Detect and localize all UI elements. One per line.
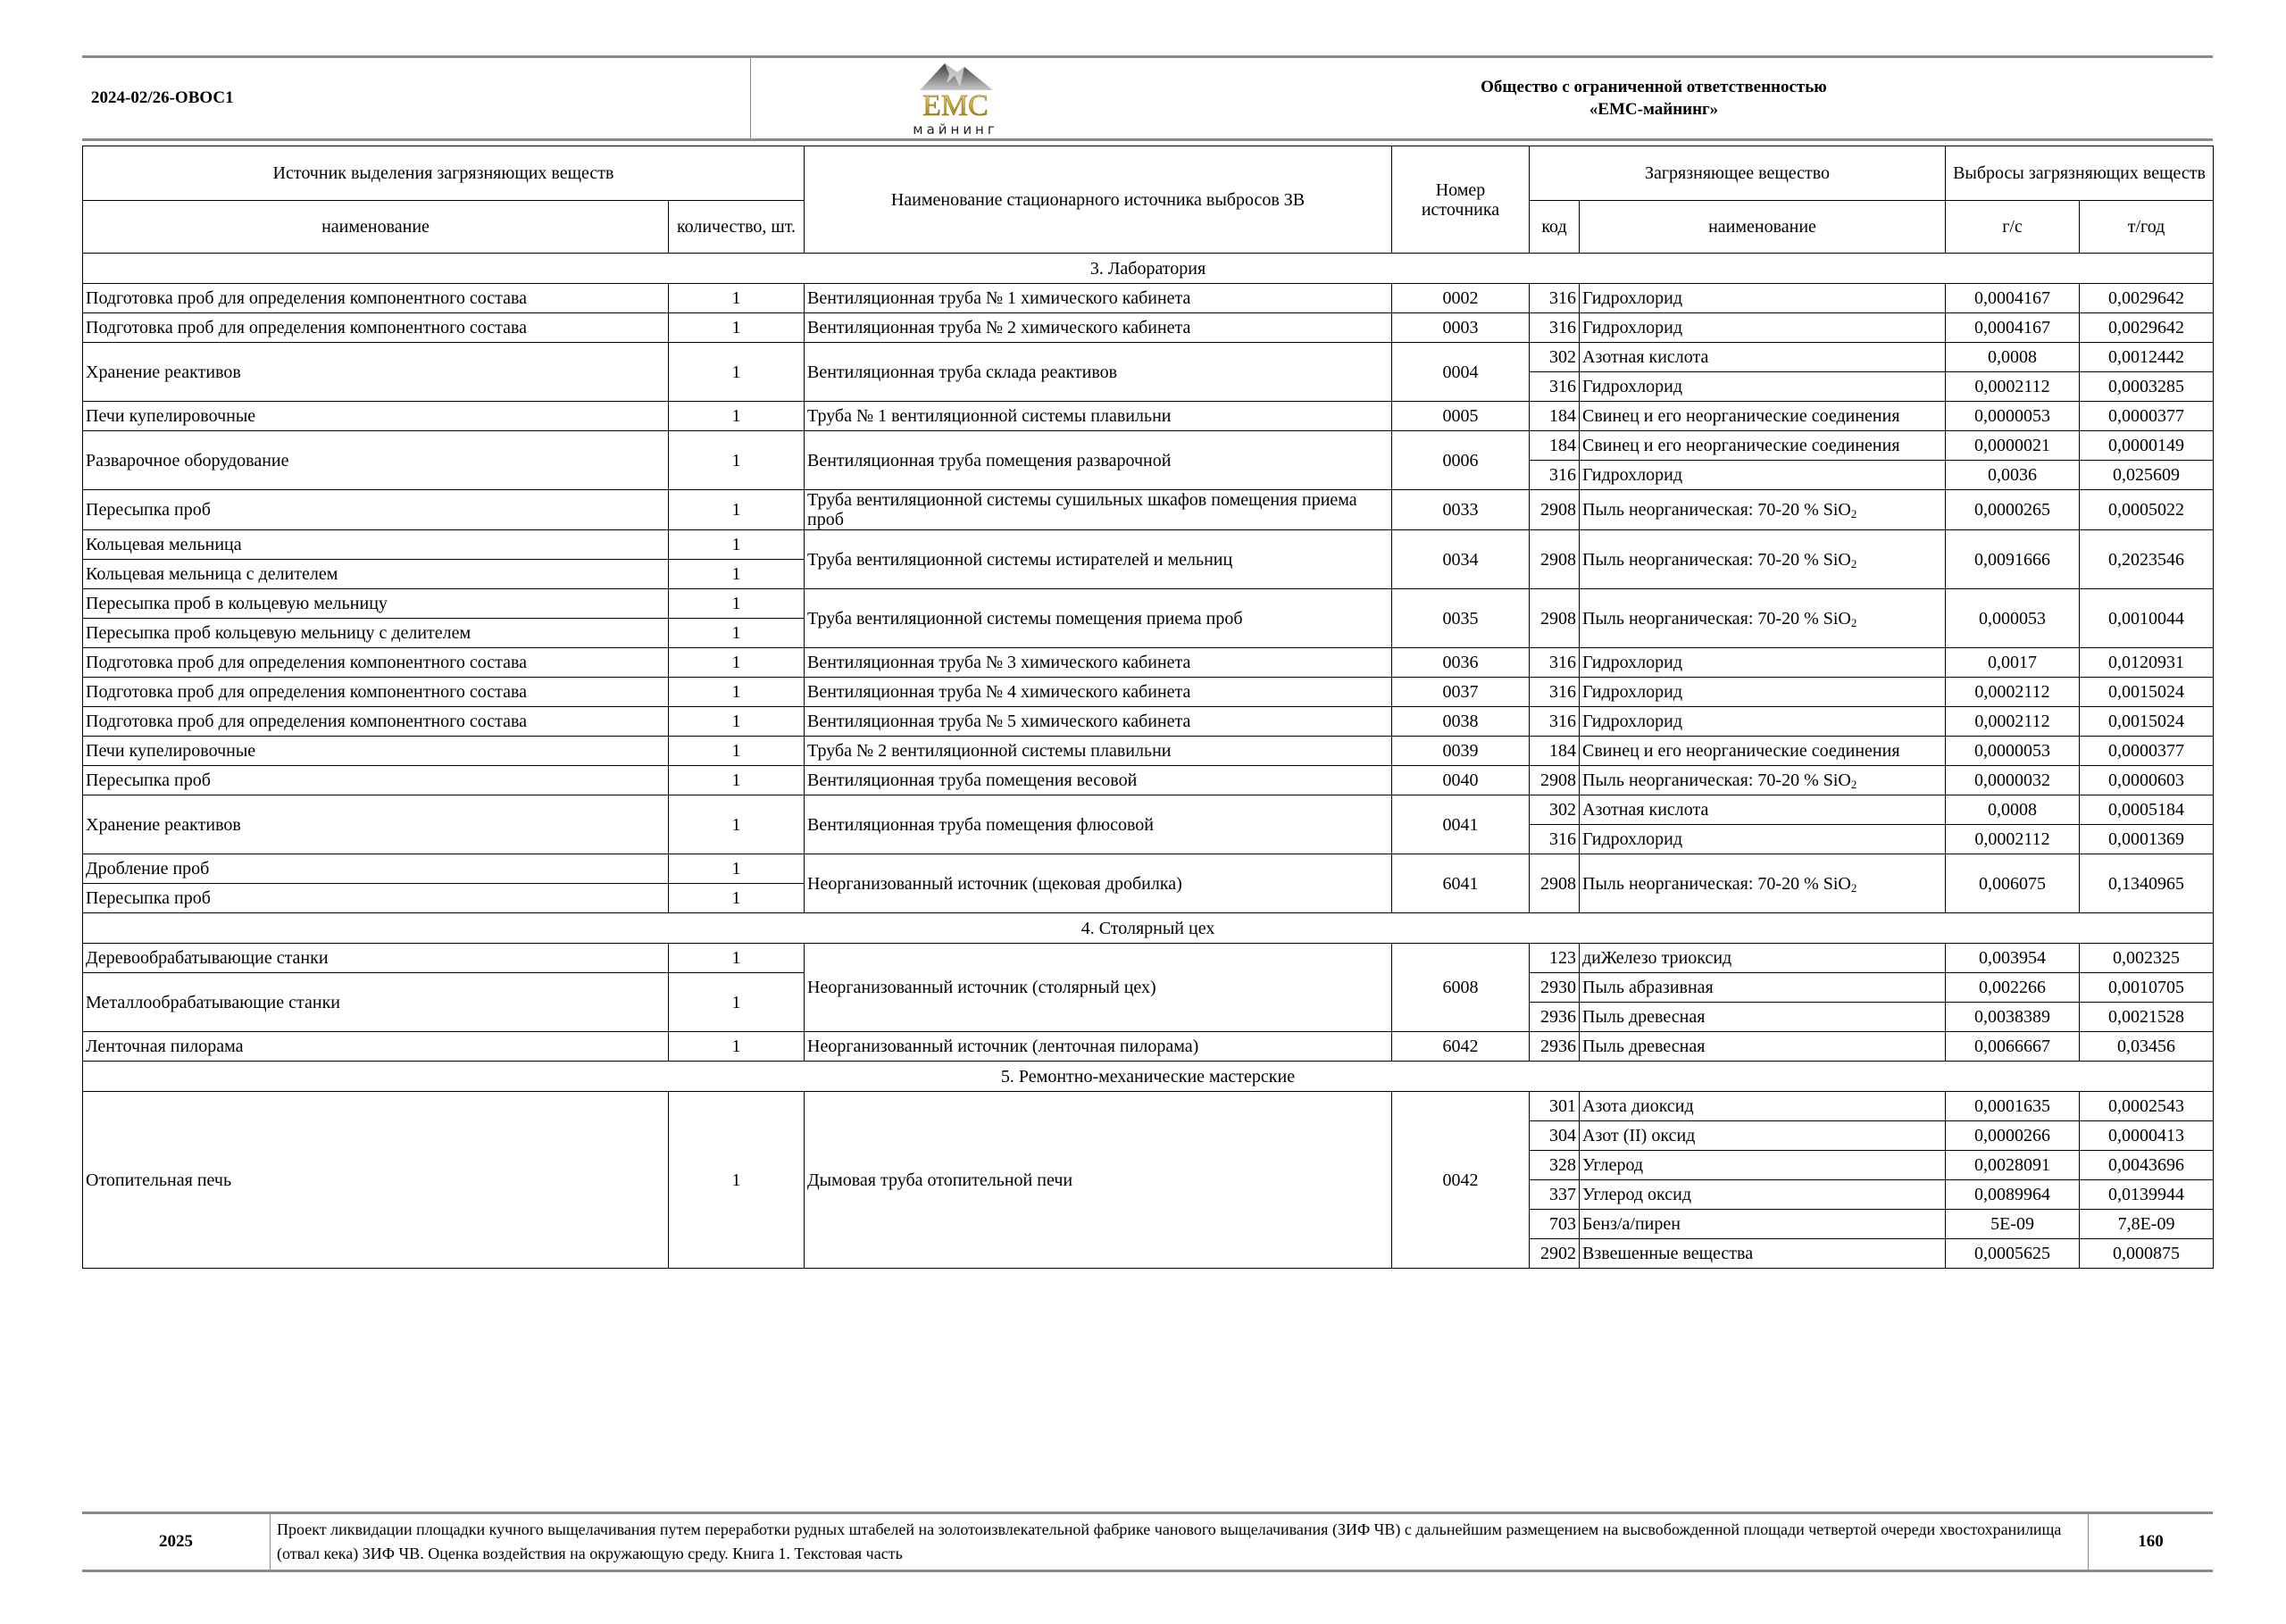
section-row: [83, 913, 2214, 944]
source-name: Металлообрабатывающие станки: [83, 973, 669, 1032]
stationary-source-name: Труба вентиляционной системы сушильных шкафов помещения приема проб: [805, 490, 1392, 530]
pollutant-code: 328: [1530, 1151, 1580, 1180]
emission-ty: 0,025609: [2080, 461, 2214, 490]
emission-gs: 0,0017: [1946, 648, 2080, 678]
source-number: 0006: [1392, 431, 1530, 490]
source-quantity: 1: [669, 678, 805, 707]
emission-ty: 0,0043696: [2080, 1151, 2214, 1180]
pollutant-name-text: Азотная кислота: [1582, 347, 1709, 367]
source-number: 0042: [1392, 1092, 1530, 1269]
pollutant-name: [1580, 1092, 1946, 1121]
emission-gs: 0,0038389: [1946, 1003, 2080, 1032]
pollutant-code: 2930: [1530, 973, 1580, 1003]
pollutant-name-text: Пыль неорганическая: 70-20 % SiO: [1582, 770, 1851, 790]
emission-gs: 0,0008: [1946, 795, 2080, 825]
source-quantity: 1: [669, 619, 805, 648]
pollutant-code: 316: [1530, 825, 1580, 854]
emission-ty: 0,1340965: [2080, 854, 2214, 913]
emission-gs: 0,006075: [1946, 854, 2080, 913]
source-name: Подготовка проб для определения компонентного состава: [83, 313, 669, 343]
emission-ty: 0,03456: [2080, 1032, 2214, 1062]
source-name: Печи купелировочные: [83, 402, 669, 431]
source-name: Пересыпка проб в кольцевую мельницу: [83, 589, 669, 619]
stationary-source-name: Труба № 2 вентиляционной системы плавильни: [805, 737, 1392, 766]
table-row: [83, 795, 2214, 825]
header-pollutant-group: Загрязняющее вещество: [1530, 146, 1946, 201]
pollutant-name: [1580, 343, 1946, 372]
pollutant-name: [1580, 944, 1946, 973]
source-name: Отопительная печь: [83, 1092, 669, 1269]
emission-ty: 0,0029642: [2080, 313, 2214, 343]
pollutant-name: [1580, 1210, 1946, 1239]
source-number: 0004: [1392, 343, 1530, 402]
stationary-source-name: Вентиляционная труба № 1 химического кабинета: [805, 284, 1392, 313]
pollutant-name: [1580, 707, 1946, 737]
subscript: 2: [1850, 880, 1857, 895]
pollutant-name-text: Гидрохлорид: [1582, 682, 1683, 702]
header-divider: [750, 58, 751, 138]
emission-gs: 0,0036: [1946, 461, 2080, 490]
stationary-source-name: Вентиляционная труба № 4 химического кабинета: [805, 678, 1392, 707]
pollutant-name: [1580, 1180, 1946, 1210]
emission-gs: 0,000053: [1946, 589, 2080, 648]
source-number: 0036: [1392, 648, 1530, 678]
pollutant-name-text: Свинец и его неорганические соединения: [1582, 406, 1900, 426]
table-row: [83, 431, 2214, 461]
source-quantity: 1: [669, 343, 805, 402]
emission-gs: 0,0001635: [1946, 1092, 2080, 1121]
source-number: 0034: [1392, 530, 1530, 589]
pollutant-code: 184: [1530, 431, 1580, 461]
source-number: 0033: [1392, 490, 1530, 530]
section-title: 5. Ремонтно-механические мастерские: [83, 1062, 2214, 1092]
pollutant-code: 2908: [1530, 766, 1580, 795]
pollutant-code: 316: [1530, 707, 1580, 737]
emission-ty: 0,0000149: [2080, 431, 2214, 461]
pollutant-name-text: Свинец и его неорганические соединения: [1582, 436, 1900, 455]
emission-gs: 0,0004167: [1946, 313, 2080, 343]
pollutant-name-text: Пыль неорганическая: 70-20 % SiO: [1582, 500, 1851, 520]
pollutant-code: 337: [1530, 1180, 1580, 1210]
source-number: 0039: [1392, 737, 1530, 766]
header-emissions-group: Выбросы загрязняющих веществ: [1946, 146, 2214, 201]
pollutant-name: [1580, 737, 1946, 766]
pollutant-name: [1580, 825, 1946, 854]
source-quantity: 1: [669, 766, 805, 795]
pollutant-name-text: Гидрохлорид: [1582, 829, 1683, 849]
source-name: Печи купелировочные: [83, 737, 669, 766]
source-name: Подготовка проб для определения компонентного состава: [83, 284, 669, 313]
document-code: 2024-02/26-ОВОС1: [91, 88, 234, 107]
emission-gs: 0,0000265: [1946, 490, 2080, 530]
pollutant-code: 302: [1530, 343, 1580, 372]
pollutant-name: [1580, 766, 1946, 795]
emission-gs: 0,0005625: [1946, 1239, 2080, 1269]
emission-gs: 0,0000053: [1946, 737, 2080, 766]
pollutant-name: [1580, 402, 1946, 431]
emission-ty: 0,0010044: [2080, 589, 2214, 648]
emission-ty: 0,0000413: [2080, 1121, 2214, 1151]
emission-gs: 0,0002112: [1946, 825, 2080, 854]
emissions-table: [82, 146, 2214, 1269]
emission-ty: 0,2023546: [2080, 530, 2214, 589]
source-name: Подготовка проб для определения компонентного состава: [83, 678, 669, 707]
source-name: Подготовка проб для определения компонентного состава: [83, 707, 669, 737]
source-name: Пересыпка проб: [83, 884, 669, 913]
pollutant-name: [1580, 530, 1946, 589]
emission-ty: 0,0000603: [2080, 766, 2214, 795]
pollutant-code: 304: [1530, 1121, 1580, 1151]
table-row: [83, 343, 2214, 372]
pollutant-code: 316: [1530, 648, 1580, 678]
pollutant-name-text: Пыль неорганическая: 70-20 % SiO: [1582, 873, 1851, 894]
pollutant-name-text: диЖелезо триоксид: [1582, 948, 1732, 968]
pollutant-name-text: Пыль неорганическая: 70-20 % SiO: [1582, 549, 1851, 570]
stationary-source-name: Труба № 1 вентиляционной системы плавильни: [805, 402, 1392, 431]
stationary-source-name: Труба вентиляционной системы помещения приема проб: [805, 589, 1392, 648]
source-name: Кольцевая мельница с делителем: [83, 560, 669, 589]
source-number: 6041: [1392, 854, 1530, 913]
emission-ty: 0,0021528: [2080, 1003, 2214, 1032]
source-name: Деревообрабатывающие станки: [83, 944, 669, 973]
pollutant-name-text: Пыль абразивная: [1582, 978, 1714, 997]
table-row: [83, 402, 2214, 431]
header-source-name: наименование: [83, 201, 669, 254]
pollutant-name: [1580, 1239, 1946, 1269]
stationary-source-name: Неорганизованный источник (ленточная пилорама): [805, 1032, 1392, 1062]
pollutant-code: 2908: [1530, 530, 1580, 589]
source-quantity: 1: [669, 884, 805, 913]
pollutant-name: [1580, 431, 1946, 461]
section-title: 3. Лаборатория: [83, 254, 2214, 284]
pollutant-name: [1580, 461, 1946, 490]
emission-gs: 0,0008: [1946, 343, 2080, 372]
table-row: [83, 490, 2214, 530]
source-number: 0041: [1392, 795, 1530, 854]
section-row: [83, 1062, 2214, 1092]
pollutant-name-text: Свинец и его неорганические соединения: [1582, 741, 1900, 761]
header-gs: г/с: [1946, 201, 2080, 254]
emission-gs: 0,0000266: [1946, 1121, 2080, 1151]
source-name: Подготовка проб для определения компонентного состава: [83, 648, 669, 678]
emission-gs: 0,0091666: [1946, 530, 2080, 589]
source-quantity: 1: [669, 1092, 805, 1269]
source-number: 0003: [1392, 313, 1530, 343]
footer-divider: [270, 1514, 271, 1570]
source-name: Кольцевая мельница: [83, 530, 669, 560]
source-name: Разварочное оборудование: [83, 431, 669, 490]
source-quantity: 1: [669, 284, 805, 313]
emission-gs: 0,0004167: [1946, 284, 2080, 313]
pollutant-code: 316: [1530, 372, 1580, 402]
pollutant-code: 2936: [1530, 1032, 1580, 1062]
subscript: 2: [1850, 556, 1857, 570]
source-name: Дробление проб: [83, 854, 669, 884]
emission-gs: 0,0002112: [1946, 372, 2080, 402]
header-stationary-source: Наименование стационарного источника выбросов ЗВ: [805, 146, 1392, 254]
pollutant-code: 316: [1530, 461, 1580, 490]
company-logo-icon: [875, 60, 1036, 137]
emission-ty: 0,0012442: [2080, 343, 2214, 372]
logo-text-top: ЕМС: [922, 89, 989, 122]
emission-ty: 0,0015024: [2080, 707, 2214, 737]
page-number: 160: [2138, 1532, 2164, 1551]
source-quantity: 1: [669, 560, 805, 589]
source-quantity: 1: [669, 648, 805, 678]
pollutant-name-text: Гидрохлорид: [1582, 465, 1683, 485]
table-row: [83, 1032, 2214, 1062]
source-number: 0040: [1392, 766, 1530, 795]
emission-gs: 0,0000053: [1946, 402, 2080, 431]
subscript: 2: [1850, 778, 1857, 791]
pollutant-name: [1580, 1032, 1946, 1062]
emission-gs: 0,0000032: [1946, 766, 2080, 795]
emission-ty: 0,0139944: [2080, 1180, 2214, 1210]
header-source-group: Источник выделения загрязняющих веществ: [83, 146, 805, 201]
pollutant-name-text: Азота диоксид: [1582, 1096, 1694, 1116]
source-name: Хранение реактивов: [83, 795, 669, 854]
table-row: [83, 284, 2214, 313]
company-line-1: Общество с ограниченной ответственностью: [1481, 78, 1827, 96]
source-number: 0038: [1392, 707, 1530, 737]
pollutant-name: [1580, 648, 1946, 678]
pollutant-name: [1580, 372, 1946, 402]
emission-gs: 0,0028091: [1946, 1151, 2080, 1180]
pollutant-name: [1580, 490, 1946, 530]
pollutant-code: 316: [1530, 678, 1580, 707]
source-name: Ленточная пилорама: [83, 1032, 669, 1062]
emission-ty: 0,000875: [2080, 1239, 2214, 1269]
emission-gs: 0,0002112: [1946, 707, 2080, 737]
pollutant-code: 2908: [1530, 490, 1580, 530]
source-quantity: 1: [669, 795, 805, 854]
pollutant-name: [1580, 854, 1946, 913]
emission-ty: 0,002325: [2080, 944, 2214, 973]
source-name: Хранение реактивов: [83, 343, 669, 402]
source-number: 0005: [1392, 402, 1530, 431]
emission-ty: 0,0005022: [2080, 490, 2214, 530]
emission-gs: 0,0089964: [1946, 1180, 2080, 1210]
source-name: Пересыпка проб кольцевую мельницу с делителем: [83, 619, 669, 648]
source-quantity: 1: [669, 313, 805, 343]
source-quantity: 1: [669, 944, 805, 973]
source-number: 0035: [1392, 589, 1530, 648]
emission-ty: 0,0005184: [2080, 795, 2214, 825]
pollutant-name-text: Гидрохлорид: [1582, 377, 1683, 396]
pollutant-name-text: Гидрохлорид: [1582, 318, 1683, 337]
table-row: [83, 737, 2214, 766]
pollutant-name: [1580, 1151, 1946, 1180]
emission-ty: 0,0010705: [2080, 973, 2214, 1003]
emission-gs: 0,0066667: [1946, 1032, 2080, 1062]
subscript: 2: [1850, 507, 1857, 521]
emission-ty: 0,0000377: [2080, 402, 2214, 431]
source-number: 0037: [1392, 678, 1530, 707]
table-row: [83, 648, 2214, 678]
source-quantity: 1: [669, 854, 805, 884]
pollutant-name-text: Пыль древесная: [1582, 1037, 1706, 1056]
footer-description: Проект ликвидации площадки кучного выщелачивания путем переработки рудных штабелей на золотоизвлекательной фабрике чанового выщелачивания (ЗИФ ЧВ) с дальнейшим размещением на высвобожденной площади четвертой очереди хвостохранилища (отвал кека) ЗИФ ЧВ. Оценка воздействия на окружающую среду. Книга 1. Текстовая часть: [277, 1520, 2062, 1562]
pollutant-name-text: Гидрохлорид: [1582, 653, 1683, 672]
source-quantity: 1: [669, 402, 805, 431]
pollutant-name-text: Пыль древесная: [1582, 1007, 1706, 1027]
pollutant-code: 2908: [1530, 854, 1580, 913]
page-footer: [82, 1512, 2213, 1572]
source-quantity: 1: [669, 589, 805, 619]
pollutant-name: [1580, 1003, 1946, 1032]
stationary-source-name: Вентиляционная труба № 5 химического кабинета: [805, 707, 1392, 737]
table-row: [83, 854, 2214, 884]
source-quantity: 1: [669, 973, 805, 1032]
header-source-number: Номер источника: [1392, 146, 1530, 254]
pollutant-code: 301: [1530, 1092, 1580, 1121]
table-row: [83, 766, 2214, 795]
emission-gs: 0,0002112: [1946, 678, 2080, 707]
source-number: 6042: [1392, 1032, 1530, 1062]
emission-ty: 0,0001369: [2080, 825, 2214, 854]
stationary-source-name: Вентиляционная труба склада реактивов: [805, 343, 1392, 402]
subscript: 2: [1850, 615, 1857, 629]
emission-ty: 7,8E-09: [2080, 1210, 2214, 1239]
pollutant-code: 2908: [1530, 589, 1580, 648]
footer-year: 2025: [159, 1532, 193, 1551]
table-row: [83, 530, 2214, 560]
stationary-source-name: Неорганизованный источник (щековая дробилка): [805, 854, 1392, 913]
header-pollutant-code: код: [1530, 201, 1580, 254]
pollutant-name-text: Азот (II) оксид: [1582, 1126, 1696, 1145]
emission-ty: 0,0015024: [2080, 678, 2214, 707]
pollutant-name: [1580, 973, 1946, 1003]
stationary-source-name: Вентиляционная труба помещения весовой: [805, 766, 1392, 795]
emission-gs: 0,0000021: [1946, 431, 2080, 461]
pollutant-name-text: Углерод: [1582, 1155, 1644, 1175]
emission-ty: 0,0003285: [2080, 372, 2214, 402]
pollutant-name: [1580, 678, 1946, 707]
source-quantity: 1: [669, 431, 805, 490]
header-pollutant-name: наименование: [1580, 201, 1946, 254]
stationary-source-name: Вентиляционная труба № 3 химического кабинета: [805, 648, 1392, 678]
source-number: 0002: [1392, 284, 1530, 313]
pollutant-code: 302: [1530, 795, 1580, 825]
source-name: Пересыпка проб: [83, 766, 669, 795]
pollutant-name-text: Азотная кислота: [1582, 800, 1709, 820]
pollutant-name: [1580, 284, 1946, 313]
pollutant-code: 184: [1530, 402, 1580, 431]
source-quantity: 1: [669, 737, 805, 766]
header-ty: т/год: [2080, 201, 2214, 254]
section-row: [83, 254, 2214, 284]
stationary-source-name: Вентиляционная труба помещения флюсовой: [805, 795, 1392, 854]
logo-text-bottom: майнинг: [913, 121, 998, 137]
table-row: [83, 589, 2214, 619]
emission-ty: 0,0000377: [2080, 737, 2214, 766]
pollutant-name-text: Гидрохлорид: [1582, 712, 1683, 731]
pollutant-name-text: Углерод оксид: [1582, 1185, 1692, 1204]
pollutant-code: 123: [1530, 944, 1580, 973]
source-name: Пересыпка проб: [83, 490, 669, 530]
stationary-source-name: Неорганизованный источник (столярный цех): [805, 944, 1392, 1032]
stationary-source-name: Труба вентиляционной системы истирателей и мельниц: [805, 530, 1392, 589]
pollutant-name-text: Взвешенные вещества: [1582, 1244, 1754, 1263]
page-header: [82, 55, 2213, 141]
emission-gs: 0,002266: [1946, 973, 2080, 1003]
company-name: [1332, 76, 1975, 121]
pollutant-code: 184: [1530, 737, 1580, 766]
emission-gs: 5E-09: [1946, 1210, 2080, 1239]
stationary-source-name: Вентиляционная труба № 2 химического кабинета: [805, 313, 1392, 343]
pollutant-name: [1580, 795, 1946, 825]
stationary-source-name: Вентиляционная труба помещения разварочной: [805, 431, 1392, 490]
pollutant-code: 2902: [1530, 1239, 1580, 1269]
table-row: [83, 707, 2214, 737]
section-title: 4. Столярный цех: [83, 913, 2214, 944]
pollutant-code: 316: [1530, 284, 1580, 313]
emission-ty: 0,0120931: [2080, 648, 2214, 678]
pollutant-code: 316: [1530, 313, 1580, 343]
source-quantity: 1: [669, 530, 805, 560]
source-quantity: 1: [669, 490, 805, 530]
pollutant-code: 2936: [1530, 1003, 1580, 1032]
source-quantity: 1: [669, 707, 805, 737]
emission-gs: 0,003954: [1946, 944, 2080, 973]
company-line-2: «ЕМС-майнинг»: [1589, 100, 1719, 119]
table-row: [83, 1092, 2214, 1121]
pollutant-name: [1580, 1121, 1946, 1151]
pollutant-name: [1580, 589, 1946, 648]
header-quantity: количество, шт.: [669, 201, 805, 254]
source-quantity: 1: [669, 1032, 805, 1062]
emission-ty: 0,0002543: [2080, 1092, 2214, 1121]
pollutant-name: [1580, 313, 1946, 343]
pollutant-name-text: Пыль неорганическая: 70-20 % SiO: [1582, 608, 1851, 629]
pollutant-name-text: Бенз/а/пирен: [1582, 1214, 1681, 1234]
stationary-source-name: Дымовая труба отопительной печи: [805, 1092, 1392, 1269]
emission-ty: 0,0029642: [2080, 284, 2214, 313]
pollutant-name-text: Гидрохлорид: [1582, 288, 1683, 308]
source-number: 6008: [1392, 944, 1530, 1032]
table-row: [83, 678, 2214, 707]
pollutant-code: 703: [1530, 1210, 1580, 1239]
table-row: [83, 313, 2214, 343]
